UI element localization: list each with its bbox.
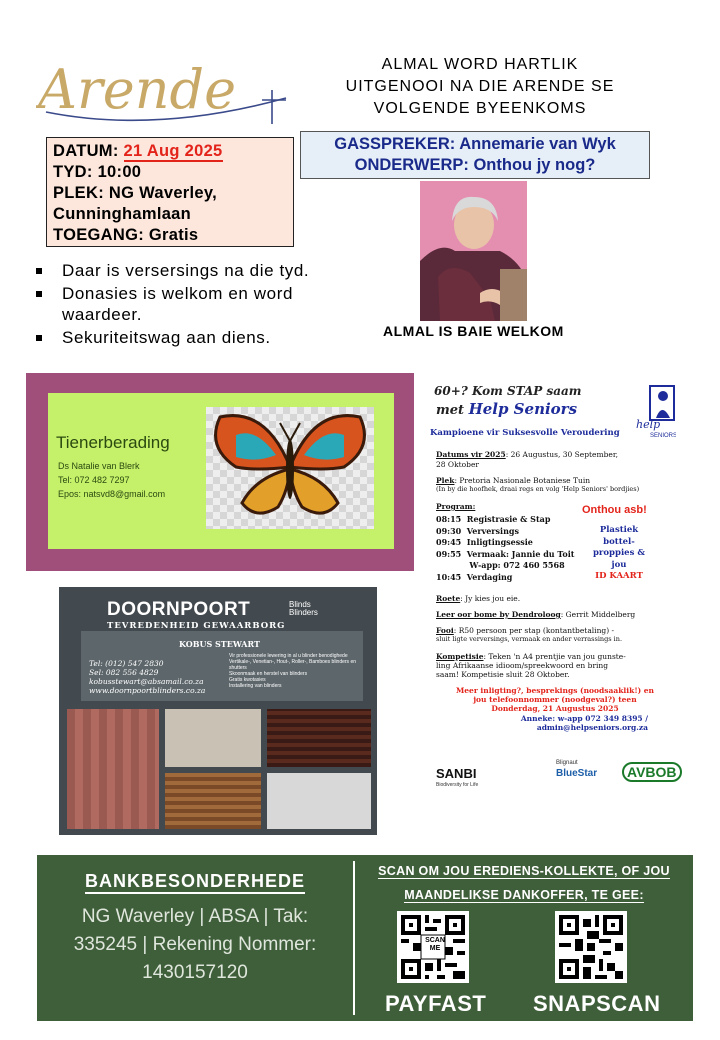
arende-logo [36, 52, 296, 132]
svg-text:help: help [636, 418, 661, 431]
qr-code-icon [559, 915, 623, 979]
help-reminder: Onthou asb! [582, 504, 647, 516]
tiener-email: Epos: natsvd8@gmail.com [58, 489, 166, 499]
sponsor-avbob: AVBOB [622, 762, 682, 782]
help-dates-2: 28 Oktober [436, 460, 479, 469]
logo-text: Arende [38, 58, 237, 121]
help-fee-note: sluit ligte verversings, vermaak en ander verrassings in. [436, 635, 623, 643]
speaker-box [300, 131, 650, 179]
datum-row [53, 141, 287, 162]
payfast-label: PAYFAST [385, 991, 487, 1016]
list-item: Sekuriteitswag aan diens. [34, 327, 374, 348]
blinds-photo [165, 773, 261, 829]
help-dates: Datums vir 2025: 26 Augustus, 30 September, [436, 450, 618, 459]
doornpoort-tagline: TEVREDENHEID GEWAARBORG [107, 621, 286, 631]
invite-line-2: UITGENOOI NA DIE ARENDE SE [345, 78, 615, 95]
help-seniors-logo [636, 384, 676, 440]
tyd-row: TYD: 10:00 [53, 163, 142, 181]
invite-line-3: VOLGENDE BYEENKOMS [373, 100, 587, 117]
help-seniors-flyer [430, 380, 680, 800]
doornpoort-services: Vir professionele lewering in al u blinder benodighede Vertikale-, Venetian-, Hout-, Roller-, Bamboes blinders en shutters Skoonmaak en herstel van blinders Gratis kwotasies Installering van blinders [229, 653, 357, 689]
help-competition-2: ling Afrikaanse idioom/spreekwoord en bring [436, 661, 609, 670]
welcome-text: ALMAL IS BAIE WELKOM [383, 323, 564, 339]
toegang-row: TOEGANG: Gratis [53, 226, 199, 244]
help-contact: Anneke: w-app 072 349 8395 / admin@helpseniors.org.za [520, 714, 648, 732]
blinds-photo [67, 709, 159, 829]
speaker-photo [420, 181, 527, 321]
doornpoort-card [59, 587, 377, 835]
invite-line-1: ALMAL WORD HARTLIK [381, 56, 579, 73]
help-route: Roete: Jy kies jou eie. [436, 594, 521, 603]
list-item: Donasies is welkom en word waardeer. [34, 283, 374, 325]
event-details-box [46, 137, 294, 247]
speaker-line: GASSPREKER: Annemarie van Wyk [334, 135, 616, 153]
help-competition-3: saam! Kompetisie sluit 28 Oktober. [436, 670, 570, 679]
help-fee: Fooi: R50 persoon per stap (kontantbetaling) - [436, 626, 615, 635]
blinds-photo [267, 773, 371, 829]
logo-swoosh-icon [36, 52, 296, 132]
doornpoort-brand-small: Blinds Blinders [289, 600, 318, 617]
plek-row: PLEK: NG Waverley, [53, 184, 218, 202]
topic-line: ONDERWERP: Onthou jy nog? [354, 156, 596, 174]
doornpoort-contacts: Tel: (012) 547 2830 Sel: 082 556 4829 kobusstewart@absamail.co.za www.doornpoortblinders.co.za [89, 659, 206, 695]
blinds-photo [165, 709, 261, 767]
payfast-qr-code[interactable] [397, 911, 469, 983]
scan-me-label: SCAN ME [425, 937, 445, 952]
help-seniors-logo-icon [636, 384, 676, 440]
help-trees: Leer oor bome by Dendroloog: Gerrit Middelberg [436, 610, 636, 619]
svg-text:SENIORS: SENIORS [650, 433, 676, 439]
sponsor-bluestar: BlueStar [556, 768, 598, 779]
help-reminder-items: Plastiek bottel- proppies & jou ID KAART [592, 525, 646, 581]
datum-label: DATUM: [53, 142, 124, 160]
help-program-label: Program: [436, 502, 476, 511]
notes-list [34, 260, 374, 350]
snapscan-label: SNAPSCAN [533, 991, 661, 1016]
tienerberading-card [26, 373, 414, 571]
tiener-name: Ds Natalie van Blerk [58, 461, 140, 471]
help-program: 08:15 Registrasie & Stap 09:30 Verversings 09:45 Inligtingsessie 09:55 Vermaak: Jannie du Toit W-app: 072 460 5568 10:45 Verdaging [436, 514, 575, 582]
sponsor-sanbi-tagline: Biodiversity for Life [436, 782, 479, 788]
doornpoort-brand: DOORNPOORT [107, 599, 251, 620]
scan-instructions: SCAN OM JOU EREDIENS-KOLLEKTE, OF JOU MAANDELIKSE DANKOFFER, TE GEE: [378, 864, 670, 902]
tiener-title: Tienerberading [56, 433, 170, 452]
invitation-heading [300, 54, 660, 120]
doornpoort-person: KOBUS STEWART [179, 639, 260, 649]
sponsor-blignaut: Blignaut [556, 760, 578, 766]
sponsor-sanbi: SANBI [436, 766, 477, 781]
help-competition: Kompetisie: Teken 'n A4 prentjie van jou gunste- [436, 652, 626, 661]
help-venue: Plek: Pretoria Nasionale Botaniese Tuin [436, 476, 591, 485]
butterfly-image [206, 407, 374, 529]
help-headline: 60+? Kom STAP saam [434, 384, 582, 398]
help-venue-note: (In by die hoofhek, draai regs en volg 'Help Seniors' bordjies) [436, 485, 640, 493]
bank-details-panel [37, 855, 693, 1021]
help-booking: Meer inligting?, besprekings (noodsaaklik!) en jou telefoonnommer (noodgeval?) teen Donderdag, 21 Augustus 2025 [455, 686, 655, 713]
blinds-photo [267, 709, 371, 767]
butterfly-icon [206, 407, 374, 529]
bank-title: BANKBESONDERHEDE [37, 871, 353, 892]
datum-value: 21 Aug 2025 [123, 142, 223, 160]
snapscan-qr-code[interactable] [555, 911, 627, 983]
bank-details: NG Waverley | ABSA | Tak: 335245 | Rekening Nommer: 1430157120 [73, 906, 317, 983]
tiener-card-inner [48, 393, 394, 549]
help-subheadline: met Help Seniors [436, 400, 578, 418]
help-tagline: Kampioene vir Suksesvolle Veroudering [430, 428, 620, 438]
list-item: Daar is versersings na die tyd. [34, 260, 374, 281]
divider [353, 861, 355, 1015]
plek-row-2: Cunninghamlaan [53, 205, 192, 223]
tiener-tel: Tel: 072 482 7297 [58, 475, 130, 485]
